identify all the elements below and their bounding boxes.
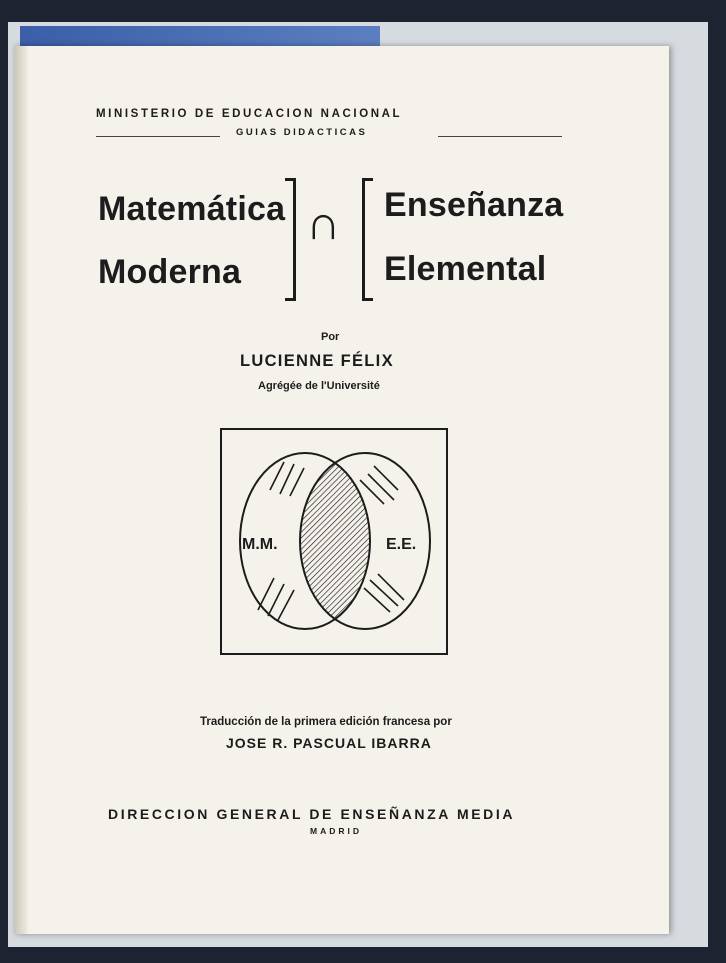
author-credential: Agrégée de l'Université <box>258 380 380 392</box>
intersection-symbol: ∩ <box>306 197 341 250</box>
translator-name: JOSE R. PASCUAL IBARRA <box>226 735 432 751</box>
page-gutter <box>14 46 28 934</box>
divider-right <box>438 136 562 137</box>
left-set-label: M.M. <box>242 536 278 553</box>
series-subtitle: GUIAS DIDACTICAS <box>236 127 368 138</box>
translation-note: Traducción de la primera edición francesa por <box>200 716 452 728</box>
publisher-name: DIRECCION GENERAL DE ENSEÑANZA MEDIA <box>108 806 516 822</box>
title-left-line1: Matemática <box>98 190 286 228</box>
publisher-city: MADRID <box>310 826 362 836</box>
author-by: Por <box>321 331 340 343</box>
left-bracket <box>362 178 373 301</box>
ministry-heading: MINISTERIO DE EDUCACION NACIONAL <box>96 108 403 120</box>
author-name: LUCIENNE FÉLIX <box>240 352 394 370</box>
title-right-line2: Elemental <box>384 250 547 288</box>
title-right-line1: Enseñanza <box>384 186 564 224</box>
venn-diagram-frame <box>220 428 448 655</box>
divider-left <box>96 136 220 137</box>
right-bracket <box>285 178 296 301</box>
right-set-label: E.E. <box>386 536 417 553</box>
title-left-line2: Moderna <box>98 253 242 291</box>
